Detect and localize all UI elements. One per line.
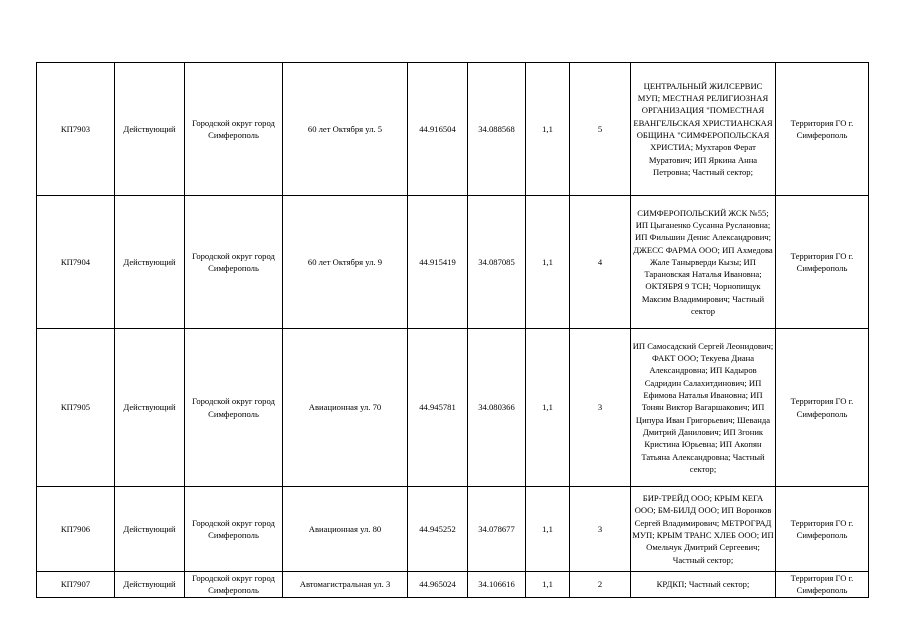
longitude-cell: 34.078677 bbox=[468, 487, 526, 572]
volume-cell: 1,1 bbox=[526, 487, 570, 572]
status-cell: Действующий bbox=[115, 196, 185, 329]
volume-cell: 1,1 bbox=[526, 572, 570, 598]
point-code: КП7906 bbox=[37, 487, 115, 572]
address-cell: Автомагистральная ул. 3 bbox=[283, 572, 408, 598]
registry-table bbox=[36, 62, 869, 598]
status-cell: Действующий bbox=[115, 572, 185, 598]
district-cell: Городской округ город Симферополь bbox=[185, 196, 283, 329]
point-code: КП7904 bbox=[37, 196, 115, 329]
territory-cell: Территория ГО г. Симферополь bbox=[776, 329, 869, 487]
owners-cell: КРДКП; Частный сектор; bbox=[631, 572, 776, 598]
container-count-cell: 3 bbox=[570, 487, 631, 572]
status-cell: Действующий bbox=[115, 487, 185, 572]
point-code: КП7903 bbox=[37, 63, 115, 196]
container-count-cell: 2 bbox=[570, 572, 631, 598]
table-row bbox=[37, 329, 869, 487]
table-row bbox=[37, 196, 869, 329]
district-cell: Городской округ город Симферополь bbox=[185, 329, 283, 487]
district-cell: Городской округ город Симферополь bbox=[185, 572, 283, 598]
owners-cell: ЦЕНТРАЛЬНЫЙ ЖИЛСЕРВИС МУП; МЕСТНАЯ РЕЛИГИОЗНАЯ ОРГАНИЗАЦИЯ "ПОМЕСТНАЯ ЕВАНГЕЛЬСКАЯ ХРИСТИАНСКАЯ ОБЩИНА "СИМФЕРОПОЛЬСКАЯ ХРИСТИА; Мухтаров Ферат Муратович; ИП Яркина Анна Петровна; Частный сектор; bbox=[631, 63, 776, 196]
owners-cell: СИМФЕРОПОЛЬСКИЙ ЖСК №55; ИП Цыганенко Сусанна Руслановна; ИП Фильшин Денис Александрович; ДЖЕСС ФАРМА ООО; ИП Ахмедова Жале Танырверди Кызы; ИП Тарановская Наталья Ивановна; ОКТЯБРЯ 9 ТСН; Чорнопищук Максим Владимирович; Частный сектор bbox=[631, 196, 776, 329]
address-cell: 60 лет Октября ул. 5 bbox=[283, 63, 408, 196]
container-count-cell: 3 bbox=[570, 329, 631, 487]
status-cell: Действующий bbox=[115, 329, 185, 487]
longitude-cell: 34.106616 bbox=[468, 572, 526, 598]
owners-cell: БИР-ТРЕЙД ООО; КРЫМ КЕГА ООО; БМ-БИЛД ООО; ИП Воронков Сергей Владимирович; МЕТРОГРАД МУП; КРЫМ ТРАНС ХЛЕБ ООО; ИП Омельчук Дмитрий Сергеевич; Частный сектор; bbox=[631, 487, 776, 572]
table-row bbox=[37, 487, 869, 572]
address-cell: Авиационная ул. 80 bbox=[283, 487, 408, 572]
territory-cell: Территория ГО г. Симферополь bbox=[776, 196, 869, 329]
latitude-cell: 44.965024 bbox=[408, 572, 468, 598]
point-code: КП7905 bbox=[37, 329, 115, 487]
district-cell: Городской округ город Симферополь bbox=[185, 487, 283, 572]
latitude-cell: 44.945252 bbox=[408, 487, 468, 572]
container-count-cell: 5 bbox=[570, 63, 631, 196]
volume-cell: 1,1 bbox=[526, 196, 570, 329]
latitude-cell: 44.915419 bbox=[408, 196, 468, 329]
territory-cell: Территория ГО г. Симферополь bbox=[776, 487, 869, 572]
latitude-cell: 44.945781 bbox=[408, 329, 468, 487]
volume-cell: 1,1 bbox=[526, 63, 570, 196]
container-count-cell: 4 bbox=[570, 196, 631, 329]
owners-cell: ИП Самосадский Сергей Леонидович; ФАКТ ООО; Текуева Диана Александровна; ИП Кадыров Садридин Салахитдинович; ИП Ефимова Наталья Ивановна; ИП Тонян Виктор Вагаршакович; ИП Ципура Иван Григорьевич; Шеванда Дмитрий Данилович; ИП Згоник Кристина Юрьевна; ИП Акопян Татьяна Александровна; Частный сектор; bbox=[631, 329, 776, 487]
table-row bbox=[37, 572, 869, 598]
longitude-cell: 34.087085 bbox=[468, 196, 526, 329]
district-cell: Городской округ город Симферополь bbox=[185, 63, 283, 196]
volume-cell: 1,1 bbox=[526, 329, 570, 487]
territory-cell: Территория ГО г. Симферополь bbox=[776, 572, 869, 598]
status-cell: Действующий bbox=[115, 63, 185, 196]
address-cell: 60 лет Октября ул. 9 bbox=[283, 196, 408, 329]
table-row bbox=[37, 63, 869, 196]
latitude-cell: 44.916504 bbox=[408, 63, 468, 196]
address-cell: Авиационная ул. 70 bbox=[283, 329, 408, 487]
longitude-cell: 34.080366 bbox=[468, 329, 526, 487]
territory-cell: Территория ГО г. Симферополь bbox=[776, 63, 869, 196]
longitude-cell: 34.088568 bbox=[468, 63, 526, 196]
point-code: КП7907 bbox=[37, 572, 115, 598]
